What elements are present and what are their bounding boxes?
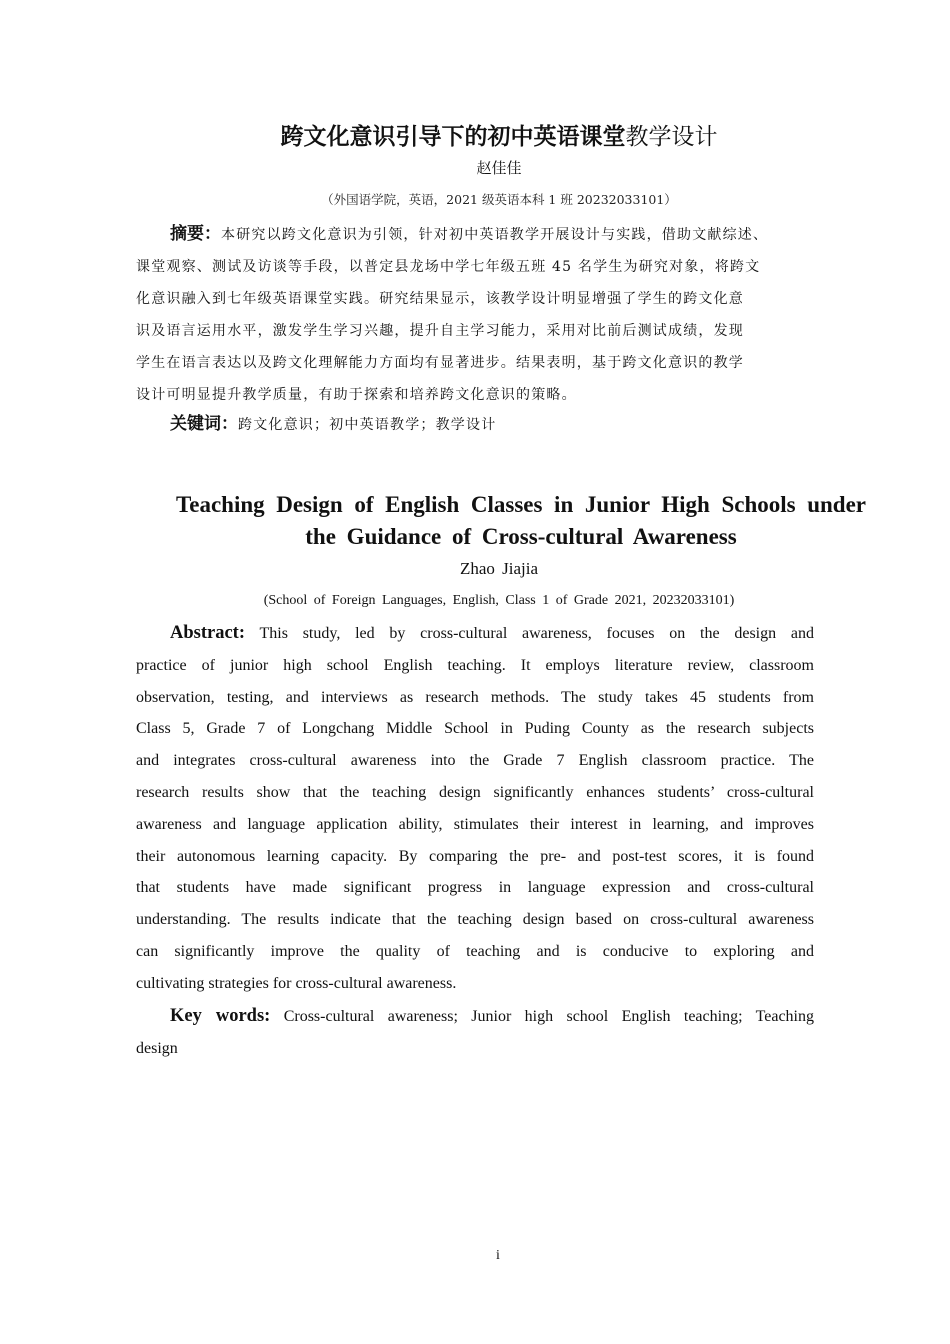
english-abstract-line: cultivating strategies for cross-cultural awareness. <box>136 974 457 992</box>
chinese-abstract-line: 课堂观察、测试及访谈等手段，以普定县龙场中学七年级五班 45 名学生为研究对象，将跨文 <box>136 259 761 275</box>
chinese-title-bold: 跨文化意识引导下的初中英语课堂 <box>280 124 626 150</box>
english-abstract-line: observation, testing, and interviews as research methods. The study takes 45 students from <box>136 688 814 706</box>
english-keywords <box>136 1001 814 1064</box>
english-abstract-line: can significantly improve the quality of teaching and is conducive to exploring and <box>136 942 814 960</box>
english-abstract-line: Abstract: This study, led by cross-cultural awareness, focuses on the design and <box>170 623 814 643</box>
english-abstract-line: awareness and language application ability, stimulates their interest in learning, and improves <box>136 815 814 833</box>
english-keywords-label: Key words: <box>170 1006 271 1026</box>
english-keywords-line: Key words: Cross-cultural awareness; Junior high school English teaching; Teaching <box>170 1006 815 1026</box>
chinese-title <box>136 120 862 154</box>
chinese-affiliation: （外国语学院，英语，2021 级英语本科 1 班 20232033101） <box>321 192 677 207</box>
chinese-title-rest: 教学设计 <box>625 124 718 150</box>
chinese-keywords-text: 跨文化意识；初中英语教学；教学设计 <box>238 417 497 433</box>
english-abstract-line: research results show that the teaching design significantly enhances students’ cross-cultural <box>136 783 814 801</box>
chinese-author: 赵佳佳 <box>476 159 522 177</box>
english-abstract-line: practice of junior high school English teaching. It employs literature review, classroom <box>136 656 814 674</box>
english-abstract-line: and integrates cross-cultural awareness into the Grade 7 English classroom practice. The <box>136 752 814 770</box>
chinese-abstract <box>136 218 826 411</box>
chinese-abstract-line: 识及语言运用水平，激发学生学习兴趣，提升自主学习能力，采用对比前后测试成绩，发现 <box>136 323 744 339</box>
english-title-line: Teaching Design of English Classes in Junior High Schools under <box>176 492 866 517</box>
english-abstract <box>136 618 814 1000</box>
english-title <box>176 489 866 553</box>
english-keywords-line: design <box>136 1039 178 1057</box>
chinese-abstract-line: 化意识融入到七年级英语课堂实践。研究结果显示，该教学设计明显增强了学生的跨文化意 <box>136 291 744 307</box>
chinese-abstract-label: 摘要： <box>170 224 221 244</box>
chinese-abstract-line: 学生在语言表达以及跨文化理解能力方面均有显著进步。结果表明，基于跨文化意识的教学 <box>136 355 744 371</box>
page-number: i <box>496 1248 500 1263</box>
english-title-line: the Guidance of Cross-cultural Awareness <box>305 524 737 549</box>
english-author: Zhao Jiajia <box>459 559 539 578</box>
chinese-keywords <box>136 410 826 439</box>
chinese-keywords-label: 关键词： <box>170 414 238 434</box>
english-abstract-line: that students have made significant progress in language expression and cross-cultural <box>136 879 814 897</box>
english-abstract-line: their autonomous learning capacity. By comparing the pre- and post-test scores, it is found <box>136 847 814 865</box>
english-abstract-label: Abstract: <box>170 623 246 643</box>
chinese-abstract-line: 设计可明显提升教学质量，有助于探索和培养跨文化意识的策略。 <box>136 387 577 403</box>
chinese-abstract-line: 摘要：本研究以跨文化意识为引领，针对初中英语教学开展设计与实践，借助文献综述、 <box>170 224 769 244</box>
english-abstract-line: understanding. The results indicate that the teaching design based on cross-cultural awareness <box>136 911 814 929</box>
english-affiliation: (School of Foreign Languages, English, Class 1 of Grade 2021, 20232033101) <box>263 593 735 608</box>
english-abstract-line: Class 5, Grade 7 of Longchang Middle School in Puding County as the research subjects <box>136 720 814 738</box>
